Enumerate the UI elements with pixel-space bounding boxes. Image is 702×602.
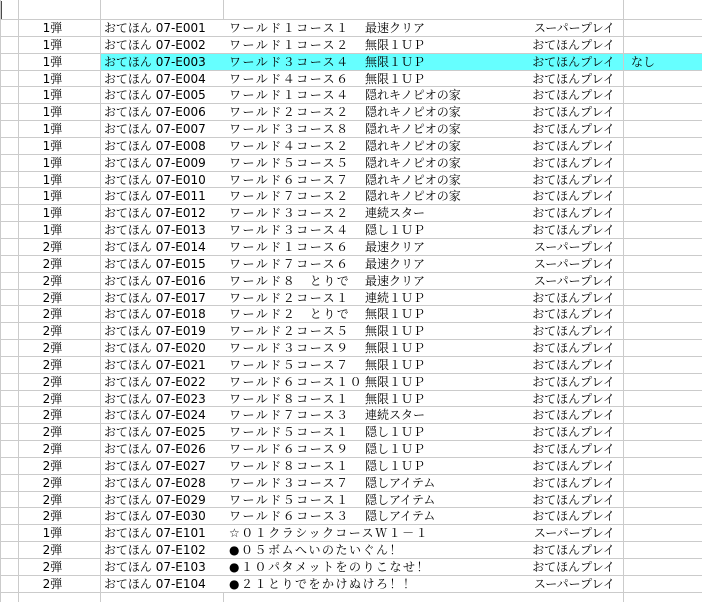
cell-type[interactable] <box>365 576 513 592</box>
cell-remark[interactable] <box>624 542 702 558</box>
cell-play[interactable]: スーパープレイ <box>513 20 624 36</box>
cell-empty[interactable] <box>1 593 19 602</box>
cell-play[interactable]: おてほんプレイ <box>513 172 624 188</box>
cell-dan[interactable]: 2弾 <box>19 256 101 272</box>
cell-empty[interactable] <box>224 593 624 602</box>
cell-item[interactable]: おてほん 07-E023 <box>104 391 206 406</box>
cell-item[interactable]: おてほん 07-E028 <box>104 475 206 490</box>
cell-play[interactable]: おてほんプレイ <box>513 71 624 87</box>
cell-blank[interactable] <box>1 71 19 87</box>
sheet-row <box>1 71 702 88</box>
sheet-row <box>1 357 702 374</box>
cell-course[interactable]: ワールド７コース２ <box>229 189 350 204</box>
cell-type[interactable]: 隠し１ＵＰ <box>365 425 426 440</box>
cell-blank[interactable] <box>1 104 19 120</box>
cell-type[interactable]: 隠れキノピオの家 <box>365 155 461 170</box>
cell-empty[interactable] <box>101 593 224 602</box>
cell-item[interactable]: おてほん 07-E001 <box>104 21 206 35</box>
cell-play[interactable]: おてほんプレイ <box>513 508 624 524</box>
cell-dan[interactable]: 2弾 <box>19 273 101 289</box>
cell-type[interactable]: 無限１ＵＰ <box>365 391 426 406</box>
cell-item[interactable]: おてほん 07-E103 <box>104 560 206 574</box>
sheet-row <box>1 104 702 121</box>
cell-blank[interactable] <box>1 54 19 70</box>
cell-item[interactable]: おてほん 07-E016 <box>104 273 206 288</box>
cell-blank[interactable] <box>1 205 19 221</box>
cell-play[interactable]: おてほんプレイ <box>513 559 624 575</box>
cell-dan[interactable]: 2弾 <box>19 407 101 423</box>
cell-play[interactable]: おてほんプレイ <box>513 188 624 204</box>
sheet-row <box>1 290 702 307</box>
cell-blank[interactable] <box>1 340 19 356</box>
cell-type[interactable]: 最速クリア <box>365 239 426 254</box>
sheet-row <box>1 508 702 525</box>
cell-play[interactable]: おてほんプレイ <box>513 104 624 120</box>
cell-remark[interactable] <box>624 172 702 188</box>
cell-remark[interactable] <box>624 205 702 221</box>
cell-type[interactable] <box>365 542 513 558</box>
cell-blank[interactable] <box>1 508 19 524</box>
cell-blank[interactable] <box>1 138 19 154</box>
cell-item[interactable]: おてほん 07-E013 <box>104 223 206 238</box>
cell-remark[interactable] <box>624 104 702 120</box>
cell-play[interactable]: おてほんプレイ <box>513 424 624 440</box>
sheet-row <box>1 374 702 391</box>
cell-play[interactable]: スーパープレイ <box>513 273 624 289</box>
cell-play[interactable]: おてほんプレイ <box>513 54 624 70</box>
cell-dan[interactable]: 2弾 <box>19 306 101 322</box>
cell-course[interactable]: ワールド３コース４ <box>224 54 365 70</box>
cell-blank[interactable] <box>1 492 19 508</box>
cell-item[interactable]: おてほん 07-E102 <box>104 543 206 558</box>
cell-dan[interactable]: 2弾 <box>19 559 101 575</box>
sheet-row <box>1 87 702 104</box>
cell-dan[interactable]: 2弾 <box>19 391 101 407</box>
cell-type[interactable]: 無限１ＵＰ <box>365 374 426 389</box>
cell-remark[interactable] <box>624 492 702 508</box>
cell-remark[interactable] <box>624 87 702 103</box>
cell-blank[interactable] <box>1 222 19 238</box>
cell-course[interactable]: ワールド３コース４ <box>229 223 350 238</box>
cell-dan[interactable]: 2弾 <box>19 424 101 440</box>
cell-play[interactable]: おてほんプレイ <box>513 87 624 103</box>
cell-remark[interactable] <box>624 20 702 36</box>
cell-course[interactable]: ワールド２コース１ <box>229 290 350 305</box>
cell-course[interactable]: ☆０１クラシックコースＷ１－１ <box>229 526 430 541</box>
cell-remark[interactable] <box>624 374 702 390</box>
cell-dan[interactable]: 2弾 <box>19 340 101 356</box>
cell-dan[interactable]: 1弾 <box>19 20 101 36</box>
cell-item[interactable]: おてほん 07-E022 <box>104 374 206 389</box>
sheet-row <box>1 340 702 357</box>
cell-play[interactable]: おてほんプレイ <box>513 205 624 221</box>
cell-type[interactable]: 隠れキノピオの家 <box>365 105 461 120</box>
cell-dan[interactable]: 1弾 <box>19 54 101 70</box>
cell-course[interactable]: ワールド６コース３ <box>229 509 350 524</box>
cell-type[interactable] <box>365 525 513 541</box>
cell-item[interactable]: おてほん 07-E104 <box>104 576 206 591</box>
sheet-row <box>1 256 702 273</box>
cell-dan[interactable]: 1弾 <box>19 155 101 171</box>
sheet-row <box>1 492 702 509</box>
cell-blank[interactable] <box>1 256 19 272</box>
cell-play[interactable]: おてほんプレイ <box>513 138 624 154</box>
cell-play[interactable]: おてほんプレイ <box>513 441 624 457</box>
cell-dan[interactable]: 1弾 <box>19 205 101 221</box>
cell-play[interactable]: スーパープレイ <box>513 256 624 272</box>
cell-play[interactable]: おてほんプレイ <box>513 155 624 171</box>
cell-course[interactable]: ワールド２ とりで <box>229 307 351 322</box>
cell-type[interactable]: 隠し１ＵＰ <box>365 458 426 473</box>
cell-remark[interactable]: なし <box>624 54 702 70</box>
cell-course[interactable]: ワールド３コース８ <box>229 122 350 137</box>
cell-dan[interactable]: 1弾 <box>19 138 101 154</box>
cell-type[interactable]: 無限１ＵＰ <box>365 37 426 52</box>
cell-item[interactable]: おてほん 07-E015 <box>104 256 206 271</box>
cell-course[interactable]: ワールド６コース７ <box>229 172 350 187</box>
cell-remark[interactable] <box>624 508 702 524</box>
cell-play[interactable]: おてほんプレイ <box>513 542 624 558</box>
cell-dan[interactable]: 1弾 <box>19 104 101 120</box>
cell-remark[interactable] <box>624 290 702 306</box>
cell-dan[interactable]: 1弾 <box>19 525 101 541</box>
cell-blank[interactable] <box>1 155 19 171</box>
cell-type[interactable]: 最速クリア <box>365 256 426 271</box>
empty-bottom-row <box>1 593 702 602</box>
cell-course[interactable]: ワールド１コース１ <box>229 21 350 35</box>
cell-type[interactable]: 隠れキノピオの家 <box>365 88 461 103</box>
cell-remark[interactable] <box>624 188 702 204</box>
cell-dan[interactable]: 2弾 <box>19 239 101 255</box>
cell-remark[interactable] <box>624 273 702 289</box>
cell-play[interactable]: スーパープレイ <box>513 525 624 541</box>
sheet-row <box>1 475 702 492</box>
cell-remark[interactable] <box>624 407 702 423</box>
sheet-left-edge-mark <box>1 1 2 19</box>
cell-blank[interactable] <box>1 323 19 339</box>
cell-course[interactable]: ワールド８ とりで <box>229 273 351 288</box>
cell-course[interactable]: ワールド１コース４ <box>229 88 350 103</box>
sheet-row <box>1 37 702 54</box>
cell-type[interactable]: 連続スター <box>365 206 426 221</box>
cell-type[interactable]: 連続スター <box>365 408 426 423</box>
cell-item[interactable]: おてほん 07-E018 <box>104 307 206 322</box>
cell-course[interactable]: ワールド５コース７ <box>229 357 350 372</box>
cell-remark[interactable] <box>624 37 702 53</box>
cell-item[interactable]: おてほん 07-E027 <box>104 458 206 473</box>
cell-course[interactable]: ワールド１コース２ <box>229 37 350 52</box>
cell-play[interactable]: スーパープレイ <box>513 239 624 255</box>
cell-play[interactable]: おてほんプレイ <box>513 290 624 306</box>
cell-dan[interactable]: 1弾 <box>19 222 101 238</box>
cell-remark[interactable] <box>624 71 702 87</box>
cell-blank[interactable] <box>1 306 19 322</box>
sheet-row <box>1 188 702 205</box>
cell-item[interactable]: おてほん 07-E021 <box>104 357 206 372</box>
cell-blank[interactable] <box>1 20 19 36</box>
cell-item[interactable]: おてほん 07-E004 <box>104 71 206 86</box>
cell-dan[interactable]: 1弾 <box>19 121 101 137</box>
cell-blank[interactable] <box>1 357 19 373</box>
cell-course[interactable]: ワールド２コース５ <box>229 324 350 339</box>
cell-item[interactable]: おてほん 07-E020 <box>104 341 206 356</box>
cell-dan[interactable]: 2弾 <box>19 475 101 491</box>
cell-course[interactable]: ワールド３コース２ <box>229 206 350 221</box>
cell-remark[interactable] <box>624 475 702 491</box>
cell-course[interactable]: ワールド１コース６ <box>229 239 350 254</box>
sheet-row <box>1 542 702 559</box>
cell-item[interactable]: おてほん 07-E024 <box>104 408 206 423</box>
cell-play[interactable]: おてほんプレイ <box>513 407 624 423</box>
cell-course[interactable]: ワールド５コース１ <box>229 425 350 440</box>
cell-remark[interactable] <box>624 525 702 541</box>
cell-course[interactable]: ワールド７コース６ <box>229 256 350 271</box>
cell-empty[interactable] <box>101 0 224 19</box>
cell-dan[interactable]: 2弾 <box>19 357 101 373</box>
sheet-row <box>1 458 702 475</box>
cell-course[interactable]: ワールド３コース７ <box>229 475 350 490</box>
cell-item[interactable]: おてほん 07-E002 <box>104 37 206 52</box>
cell-play[interactable]: おてほんプレイ <box>513 222 624 238</box>
cell-course[interactable]: ワールド８コース１ <box>229 458 350 473</box>
cell-blank[interactable] <box>1 407 19 423</box>
cell-item[interactable]: おてほん 07-E003 <box>101 54 224 70</box>
sheet-row <box>1 273 702 290</box>
sheet-row <box>1 407 702 424</box>
cell-blank[interactable] <box>1 172 19 188</box>
cell-remark[interactable] <box>624 391 702 407</box>
cell-item[interactable]: おてほん 07-E029 <box>104 492 206 507</box>
cell-empty[interactable] <box>224 0 624 19</box>
cell-empty[interactable] <box>624 593 702 602</box>
cell-course[interactable]: ワールド８コース１ <box>229 391 350 406</box>
cell-remark[interactable] <box>624 256 702 272</box>
sheet-row <box>1 121 702 138</box>
cell-play[interactable]: おてほんプレイ <box>513 391 624 407</box>
cell-play[interactable]: おてほんプレイ <box>513 306 624 322</box>
cell-remark[interactable] <box>624 559 702 575</box>
sheet-rows <box>1 20 702 593</box>
cell-remark[interactable] <box>624 138 702 154</box>
cell-type[interactable]: 隠しアイテム <box>365 492 436 507</box>
cell-dan[interactable]: 1弾 <box>19 87 101 103</box>
cell-play[interactable]: おてほんプレイ <box>513 458 624 474</box>
cell-type[interactable] <box>365 559 513 575</box>
cell-type[interactable]: 隠れキノピオの家 <box>365 122 461 137</box>
cell-play[interactable]: おてほんプレイ <box>513 340 624 356</box>
cell-dan[interactable]: 1弾 <box>19 71 101 87</box>
cell-remark[interactable] <box>624 576 702 592</box>
cell-item[interactable]: おてほん 07-E012 <box>104 206 206 221</box>
cell-course[interactable]: ワールド４コース２ <box>229 138 350 153</box>
cell-blank[interactable] <box>1 441 19 457</box>
cell-item[interactable]: おてほん 07-E014 <box>104 239 206 254</box>
cell-course[interactable]: ●０５ボムへいのたいぐん！ <box>229 543 403 558</box>
cell-remark[interactable] <box>624 121 702 137</box>
sheet-row <box>1 20 702 37</box>
cell-course[interactable]: ワールド５コース１ <box>229 492 350 507</box>
cell-blank[interactable] <box>1 576 19 592</box>
cell-type[interactable]: 隠れキノピオの家 <box>365 138 461 153</box>
sheet-row <box>1 424 702 441</box>
cell-course[interactable]: ワールド６コース１０ <box>229 374 364 389</box>
cell-type[interactable]: 隠し１ＵＰ <box>365 442 426 457</box>
cell-remark[interactable] <box>624 340 702 356</box>
cell-blank[interactable] <box>1 374 19 390</box>
cell-item[interactable]: おてほん 07-E008 <box>104 138 206 153</box>
cell-type[interactable]: 無限１ＵＰ <box>365 324 426 339</box>
sheet-row <box>1 54 702 71</box>
sheet-row <box>1 239 702 256</box>
cell-item[interactable]: おてほん 07-E019 <box>104 324 206 339</box>
cell-play[interactable]: おてほんプレイ <box>513 37 624 53</box>
cell-empty[interactable] <box>1 0 19 19</box>
cell-play[interactable]: スーパープレイ <box>513 576 624 592</box>
sheet-row <box>1 323 702 340</box>
cell-blank[interactable] <box>1 458 19 474</box>
cell-item[interactable]: おてほん 07-E006 <box>104 105 206 120</box>
cell-item[interactable]: おてほん 07-E101 <box>104 526 206 541</box>
cell-play[interactable]: おてほんプレイ <box>513 121 624 137</box>
cell-item[interactable]: おてほん 07-E011 <box>104 189 206 204</box>
cell-dan[interactable]: 2弾 <box>19 323 101 339</box>
cell-type[interactable]: 連続１ＵＰ <box>365 290 426 305</box>
cell-type[interactable]: 無限１ＵＰ <box>365 357 426 372</box>
sheet-row <box>1 576 702 593</box>
cell-dan[interactable]: 2弾 <box>19 492 101 508</box>
cell-dan[interactable]: 1弾 <box>19 172 101 188</box>
cell-dan[interactable]: 2弾 <box>19 374 101 390</box>
cell-dan[interactable]: 2弾 <box>19 576 101 592</box>
cell-item[interactable]: おてほん 07-E010 <box>104 172 206 187</box>
cell-remark[interactable] <box>624 222 702 238</box>
cell-dan[interactable]: 1弾 <box>19 188 101 204</box>
sheet-row <box>1 172 702 189</box>
cell-item[interactable]: おてほん 07-E009 <box>104 155 206 170</box>
cell-remark[interactable] <box>624 155 702 171</box>
cell-item[interactable]: おてほん 07-E026 <box>104 442 206 457</box>
cell-dan[interactable]: 1弾 <box>19 37 101 53</box>
cell-blank[interactable] <box>1 525 19 541</box>
cell-course[interactable]: ワールド２コース２ <box>229 105 350 120</box>
cell-blank[interactable] <box>1 559 19 575</box>
cell-blank[interactable] <box>1 273 19 289</box>
cell-type[interactable]: 隠れキノピオの家 <box>365 172 461 187</box>
cell-item[interactable]: おてほん 07-E025 <box>104 425 206 440</box>
sheet-row <box>1 222 702 239</box>
cell-play[interactable]: おてほんプレイ <box>513 323 624 339</box>
cell-play[interactable]: おてほんプレイ <box>513 357 624 373</box>
cell-dan[interactable]: 2弾 <box>19 290 101 306</box>
cell-course[interactable]: ワールド６コース９ <box>229 442 350 457</box>
sheet-row <box>1 155 702 172</box>
cell-blank[interactable] <box>1 475 19 491</box>
sheet-row <box>1 138 702 155</box>
cell-dan[interactable]: 2弾 <box>19 508 101 524</box>
sheet-row <box>1 391 702 408</box>
cell-remark[interactable] <box>624 424 702 440</box>
cell-course[interactable]: ワールド３コース９ <box>229 341 350 356</box>
cell-dan[interactable]: 2弾 <box>19 441 101 457</box>
cell-dan[interactable]: 2弾 <box>19 458 101 474</box>
cell-type[interactable]: 隠しアイテム <box>365 509 436 524</box>
cell-item[interactable]: おてほん 07-E007 <box>104 122 206 137</box>
cell-blank[interactable] <box>1 542 19 558</box>
cell-item[interactable]: おてほん 07-E030 <box>104 509 206 524</box>
cell-play[interactable]: おてほんプレイ <box>513 492 624 508</box>
cell-type[interactable]: 隠し１ＵＰ <box>365 223 426 238</box>
cell-type[interactable]: 無限１ＵＰ <box>365 341 426 356</box>
cell-course[interactable]: ●１０パタメットをのりこなせ！ <box>229 560 430 574</box>
sheet-row <box>1 525 702 542</box>
cell-blank[interactable] <box>1 239 19 255</box>
cell-type[interactable]: 無限１ＵＰ <box>365 71 426 86</box>
cell-blank[interactable] <box>1 391 19 407</box>
cell-empty[interactable] <box>19 593 101 602</box>
cell-type[interactable]: 無限１ＵＰ <box>365 307 426 322</box>
cell-remark[interactable] <box>624 306 702 322</box>
cell-blank[interactable] <box>1 121 19 137</box>
cell-remark[interactable] <box>624 357 702 373</box>
cell-course[interactable]: ワールド７コース３ <box>229 408 350 423</box>
cell-blank[interactable] <box>1 87 19 103</box>
cell-blank[interactable] <box>1 424 19 440</box>
cell-course[interactable]: ワールド５コース５ <box>229 155 350 170</box>
sheet-row <box>1 205 702 222</box>
cell-type[interactable]: 最速クリア <box>365 21 426 35</box>
cell-type[interactable]: 最速クリア <box>365 273 426 288</box>
cell-blank[interactable] <box>1 290 19 306</box>
cell-remark[interactable] <box>624 239 702 255</box>
sheet-row <box>1 441 702 458</box>
cell-type[interactable]: 無限１ＵＰ <box>365 54 513 70</box>
cell-course[interactable]: ワールド４コース６ <box>229 71 350 86</box>
cell-item[interactable]: おてほん 07-E017 <box>104 290 206 305</box>
cell-dan[interactable]: 2弾 <box>19 542 101 558</box>
cell-remark[interactable] <box>624 441 702 457</box>
cell-blank[interactable] <box>1 37 19 53</box>
empty-top-row <box>1 0 702 20</box>
cell-remark[interactable] <box>624 458 702 474</box>
cell-empty[interactable] <box>624 0 702 19</box>
cell-course[interactable]: ●２１とりでをかけぬけろ！！ <box>229 576 417 591</box>
cell-empty[interactable] <box>19 0 101 19</box>
cell-play[interactable]: おてほんプレイ <box>513 374 624 390</box>
cell-type[interactable]: 隠れキノピオの家 <box>365 189 461 204</box>
cell-item[interactable]: おてほん 07-E005 <box>104 88 206 103</box>
sheet-row <box>1 559 702 576</box>
cell-play[interactable]: おてほんプレイ <box>513 475 624 491</box>
sheet-row <box>1 306 702 323</box>
cell-remark[interactable] <box>624 323 702 339</box>
cell-type[interactable]: 隠しアイテム <box>365 475 436 490</box>
cell-blank[interactable] <box>1 188 19 204</box>
